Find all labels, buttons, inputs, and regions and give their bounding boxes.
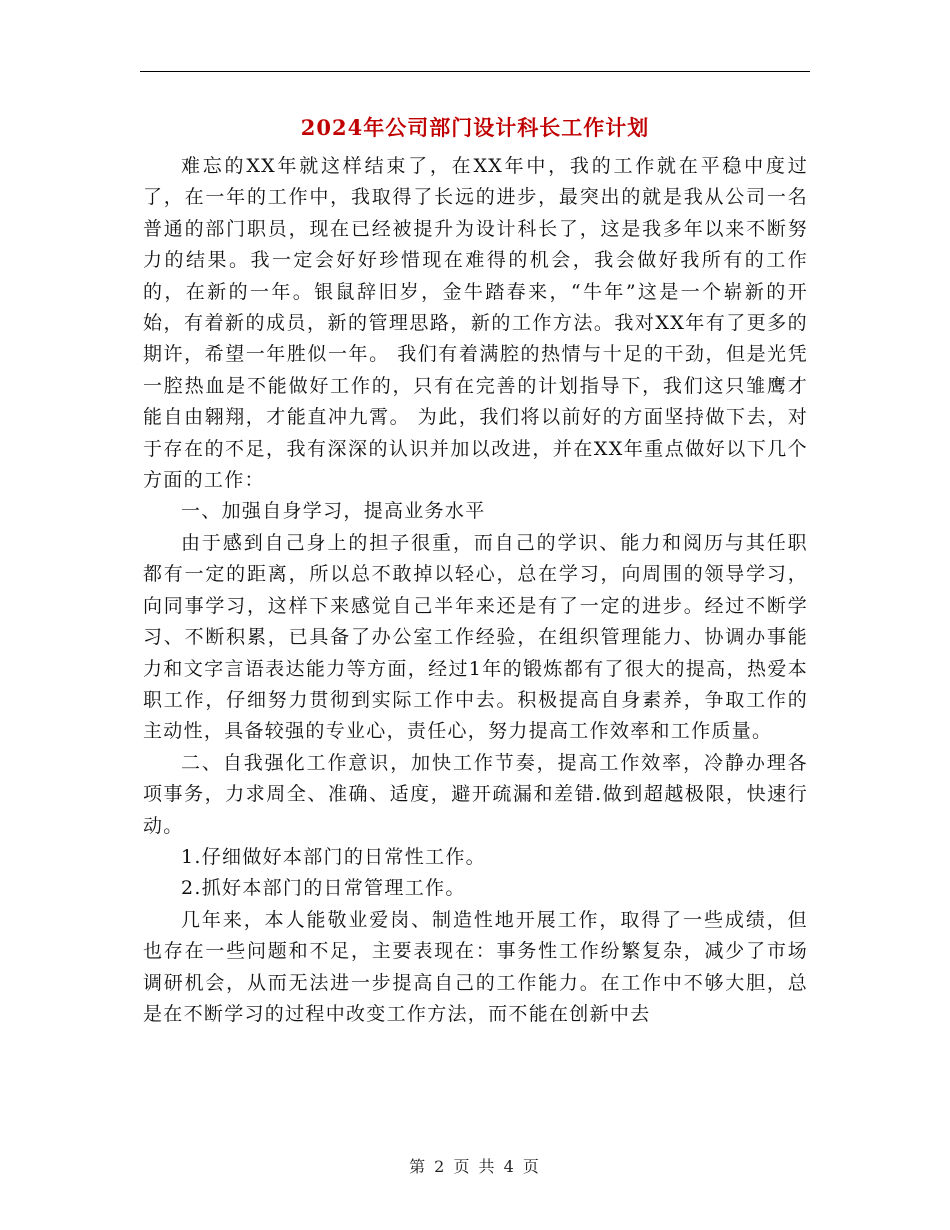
paragraph-summary: 几年来，本人能敬业爱岗、制造性地开展工作，取得了一些成绩，但也存在一些问题和不足，主要表现在：事务性工作纷繁复杂，减少了市场调研机会，从而无法进一步提高自己的工作能力。在工作中不够大胆，总是在不断学习的过程中改变工作方法，而不能在创新中去 xyxy=(143,908,808,1025)
list-item-2: 2.抓好本部门的日常管理工作。 xyxy=(181,877,466,900)
paragraph-intro: 难忘的XX年就这样结束了，在XX年中，我的工作就在平稳中度过了，在一年的工作中，我取得了长远的进步，最突出的就是我从公司一名普通的部门职员，现在已经被提升为设计科长了，这是我多年以来不断努力的结果。我一定会好好珍惜现在难得的机会，我会做好我所有的工作的，在新的一年。银鼠辞旧岁，金牛踏春来，“牛年”这是一个崭新的开始，有着新的成员，新的管理思路，新的工作方法。我对XX年有了更多的期许，希望一年胜似一年。 我们有着满腔的热情与十足的干劲，但是光凭一腔热血是不能做好工作的，只有在完善的计划指导下，我们这只雏鹰才能自由翱翔，才能直冲九霄。 为此，我们将以前好的方面坚持做下去，对于存在的不足，我有深深的认识并加以改进，并在XX年重点做好以下几个方面的工作： xyxy=(143,155,808,492)
document-body xyxy=(143,151,808,1030)
paragraph-section-1: 由于感到自己身上的担子很重，而自己的学识、能力和阅历与其任职都有一定的距离，所以总不敢掉以轻心，总在学习，向周围的领导学习，向同事学习，这样下来感觉自己半年来还是有了一定的进步。经过不断学习、不断积累，已具备了办公室工作经验，在组织管理能力、协调办事能力和文字言语表达能力等方面，经过1年的锻炼都有了很大的提高，热爱本职工作，仔细努力贯彻到实际工作中去。积极提高自身素养，争取工作的主动性，具备较强的专业心，责任心，努力提高工作效率和工作质量。 xyxy=(143,531,808,743)
document-title: 2024年公司部门设计科长工作计划 xyxy=(300,115,650,140)
section-heading-2: 二、自我强化工作意识，加快工作节奏，提高工作效率，冷静办理各项事务，力求周全、准确、适度，避开疏漏和差错.做到超越极限，快速行动。 xyxy=(143,751,808,837)
header-rule xyxy=(140,71,810,72)
section-heading-1: 一、加强自身学习，提高业务水平 xyxy=(181,500,486,523)
page-number: 第 2 页 共 4 页 xyxy=(409,1157,541,1176)
list-item-1: 1.仔细做好本部门的日常性工作。 xyxy=(181,845,486,868)
